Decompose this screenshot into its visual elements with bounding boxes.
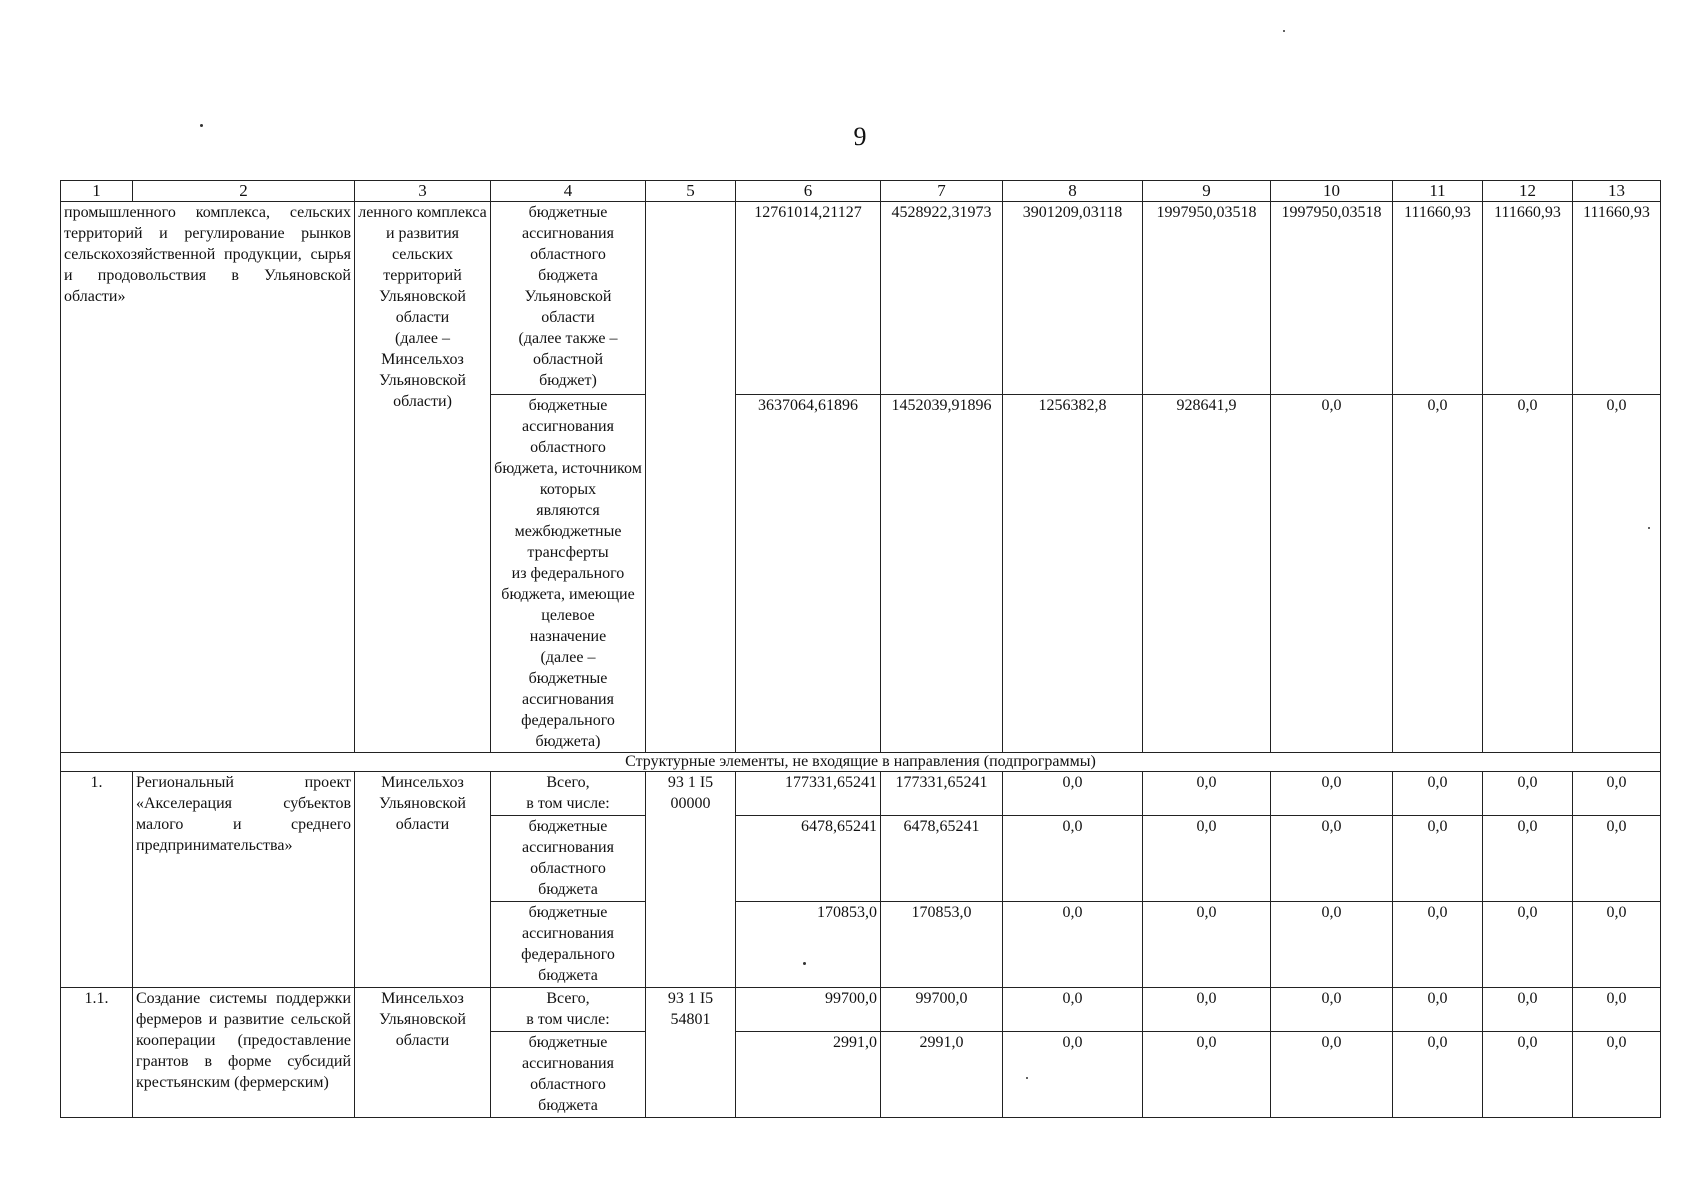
value-cell: 0,0 bbox=[1483, 988, 1573, 1032]
table-row bbox=[61, 988, 1661, 1032]
table-row bbox=[61, 772, 1661, 816]
value-cell: 0,0 bbox=[1573, 772, 1661, 816]
value-cell: 0,0 bbox=[1393, 1032, 1483, 1118]
value-cell: 0,0 bbox=[1003, 772, 1143, 816]
value-cell: 0,0 bbox=[1271, 988, 1393, 1032]
column-number: 9 bbox=[1143, 181, 1271, 202]
executor-cell: Минсельхоз Ульяновской области bbox=[355, 988, 491, 1118]
value-cell: 0,0 bbox=[1393, 988, 1483, 1032]
column-number: 8 bbox=[1003, 181, 1143, 202]
value-cell: 928641,9 bbox=[1143, 395, 1271, 753]
value-cell: 0,0 bbox=[1143, 816, 1271, 902]
value-cell: 1997950,03518 bbox=[1271, 202, 1393, 395]
item-number: 1.1. bbox=[61, 988, 133, 1118]
scan-speck bbox=[200, 124, 203, 127]
value-cell: 177331,65241 bbox=[736, 772, 881, 816]
value-cell: 0,0 bbox=[1271, 772, 1393, 816]
value-cell: 0,0 bbox=[1573, 395, 1661, 753]
code-cell: 93 1 I5 54801 bbox=[646, 988, 736, 1118]
executor-cell: Минсельхоз Ульяновской области bbox=[355, 772, 491, 988]
scan-speck bbox=[1648, 527, 1650, 529]
value-cell: 6478,65241 bbox=[736, 816, 881, 902]
value-cell: 1452039,91896 bbox=[881, 395, 1003, 753]
section-row bbox=[61, 753, 1661, 772]
value-cell: 1997950,03518 bbox=[1143, 202, 1271, 395]
value-cell: 0,0 bbox=[1271, 395, 1393, 753]
column-number: 1 bbox=[61, 181, 133, 202]
item-name: Региональный проект «Акселерация субъектов малого и среднего предпринимательства» bbox=[133, 772, 355, 988]
value-cell: 0,0 bbox=[1573, 1032, 1661, 1118]
value-cell: 0,0 bbox=[1483, 902, 1573, 988]
value-cell: 0,0 bbox=[1143, 988, 1271, 1032]
value-cell: 0,0 bbox=[1393, 772, 1483, 816]
value-cell: 2991,0 bbox=[881, 1032, 1003, 1118]
value-cell: 170853,0 bbox=[736, 902, 881, 988]
column-number-row bbox=[61, 181, 1661, 202]
value-cell: 0,0 bbox=[1393, 395, 1483, 753]
value-cell: 170853,0 bbox=[881, 902, 1003, 988]
value-cell: 3901209,03118 bbox=[1003, 202, 1143, 395]
value-cell: 111660,93 bbox=[1483, 202, 1573, 395]
value-cell: 0,0 bbox=[1003, 816, 1143, 902]
funding-source: бюджетные ассигнования федерального бюджета bbox=[491, 902, 646, 988]
table-row bbox=[61, 202, 1661, 395]
scan-speck bbox=[803, 962, 806, 965]
scan-speck bbox=[1026, 1077, 1028, 1079]
funding-source: бюджетные ассигнования областного бюджета bbox=[491, 816, 646, 902]
value-cell: 0,0 bbox=[1143, 902, 1271, 988]
value-cell: 0,0 bbox=[1143, 1032, 1271, 1118]
funding-source: бюджетные ассигнования областного бюджета, источником которых являются межбюджетные трансферты из федерального бюджета, имеющие целевое назначение (далее – бюджетные ассигнования федерального бюджета) bbox=[491, 395, 646, 753]
funding-source: Всего, в том числе: bbox=[491, 772, 646, 816]
value-cell: 0,0 bbox=[1271, 1032, 1393, 1118]
budget-table bbox=[60, 180, 1661, 1118]
value-cell: 0,0 bbox=[1573, 816, 1661, 902]
value-cell: 0,0 bbox=[1271, 902, 1393, 988]
value-cell: 0,0 bbox=[1393, 816, 1483, 902]
value-cell: 111660,93 bbox=[1573, 202, 1661, 395]
column-number: 4 bbox=[491, 181, 646, 202]
column-number: 7 bbox=[881, 181, 1003, 202]
value-cell: 3637064,61896 bbox=[736, 395, 881, 753]
executor-cell: ленного комплекса и развития сельских территорий Ульяновской области (далее – Минсельхоз Ульяновской области) bbox=[355, 202, 491, 753]
column-number: 6 bbox=[736, 181, 881, 202]
column-number: 5 bbox=[646, 181, 736, 202]
value-cell: 2991,0 bbox=[736, 1032, 881, 1118]
value-cell: 0,0 bbox=[1483, 395, 1573, 753]
value-cell: 99700,0 bbox=[881, 988, 1003, 1032]
funding-source: Всего, в том числе: bbox=[491, 988, 646, 1032]
column-number: 10 bbox=[1271, 181, 1393, 202]
value-cell: 0,0 bbox=[1393, 902, 1483, 988]
scan-speck bbox=[1283, 30, 1285, 32]
value-cell: 0,0 bbox=[1573, 902, 1661, 988]
column-number: 12 bbox=[1483, 181, 1573, 202]
value-cell: 0,0 bbox=[1003, 902, 1143, 988]
value-cell: 0,0 bbox=[1573, 988, 1661, 1032]
column-number: 13 bbox=[1573, 181, 1661, 202]
value-cell: 111660,93 bbox=[1393, 202, 1483, 395]
value-cell: 99700,0 bbox=[736, 988, 881, 1032]
value-cell: 6478,65241 bbox=[881, 816, 1003, 902]
column-number: 3 bbox=[355, 181, 491, 202]
column-number: 2 bbox=[133, 181, 355, 202]
value-cell: 0,0 bbox=[1483, 772, 1573, 816]
value-cell: 4528922,31973 bbox=[881, 202, 1003, 395]
page-number: 9 bbox=[853, 122, 867, 151]
section-title: Структурные элементы, не входящие в направления (подпрограммы) bbox=[61, 753, 1661, 772]
value-cell: 1256382,8 bbox=[1003, 395, 1143, 753]
value-cell: 0,0 bbox=[1483, 816, 1573, 902]
value-cell: 0,0 bbox=[1003, 988, 1143, 1032]
code-cell bbox=[646, 202, 736, 753]
programme-name: промышленного комплекса, сельских территорий и регулирование рынков сельскохозяйственной продукции, сырья и продовольствия в Ульяновской области» bbox=[61, 202, 355, 753]
value-cell: 0,0 bbox=[1483, 1032, 1573, 1118]
funding-source: бюджетные ассигнования областного бюджета bbox=[491, 1032, 646, 1118]
value-cell: 0,0 bbox=[1143, 772, 1271, 816]
value-cell: 177331,65241 bbox=[881, 772, 1003, 816]
item-name: Создание системы поддержки фермеров и развитие сельской кооперации (предоставление грантов в форме субсидий крестьянским (фермерским) bbox=[133, 988, 355, 1118]
item-number: 1. bbox=[61, 772, 133, 988]
value-cell: 12761014,21127 bbox=[736, 202, 881, 395]
value-cell: 0,0 bbox=[1271, 816, 1393, 902]
column-number: 11 bbox=[1393, 181, 1483, 202]
value-cell: 0,0 bbox=[1003, 1032, 1143, 1118]
code-cell: 93 1 I5 00000 bbox=[646, 772, 736, 988]
funding-source: бюджетные ассигнования областного бюджета Ульяновской области (далее также – областной бюджет) bbox=[491, 202, 646, 395]
